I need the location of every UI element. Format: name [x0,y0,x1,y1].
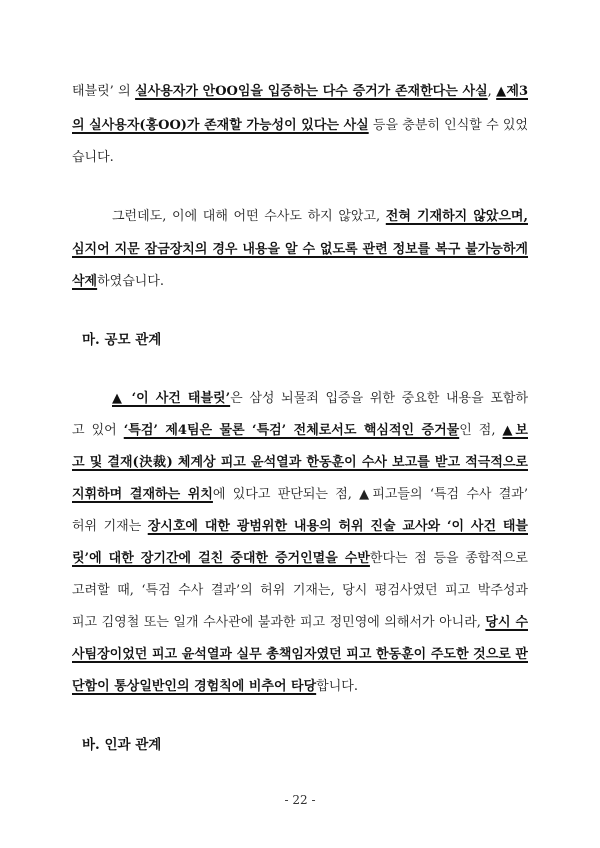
p2-line-3 [72,272,528,292]
text-span: , [487,84,497,99]
p1-line-2 [72,116,528,136]
text-span: 등을 충분히 인식할 수 있었 [368,118,528,133]
section-heading-ba: 바. 인과 관계 [82,737,162,753]
p3-line-2 [72,421,528,441]
emphasis-span: 장시호에 대한 광범위한 내용의 허위 진술 교사와 ‘이 사건 태블 [147,519,528,534]
emphasis-span: 릿’에 대한 장기간에 걸친 중대한 증거인멸을 수반 [72,551,370,566]
section-heading-ma: 마. 공모 관계 [82,332,162,348]
p3-line-1 [112,389,528,409]
text-span: 피고 김영철 또는 일개 수사관에 불과한 피고 정민영에 의해서가 아니라, [72,615,486,630]
text-span: 에 있다고 판단되는 점, ▲피고들의 ‘특검 수사 결과’ [212,487,528,502]
p3-line-7: 고려할 때, ‘특검 수사 결과’의 허위 기재는, 당시 평검사였던 피고 박주성과 [72,583,528,598]
emphasis-span: 실사용자가 안OO임을 입증하는 다수 증거가 존재한다는 사실 [135,84,488,99]
emphasis-span: ▲ ‘이 사건 태블릿’ [112,391,231,406]
p1-line-1 [72,82,528,102]
emphasis-span: 삭제 [72,274,98,289]
text-span: 그런데도, 이에 대해 어떤 수사도 하지 않았고, [112,209,386,224]
emphasis-span: 단함이 통상일반인의 경험칙에 비추어 타당 [72,679,317,694]
p2-line-1 [112,207,528,227]
emphasis-span: 지휘하며 결재하는 위치 [72,487,213,502]
text-span: 인 점, [459,423,503,438]
p3-line-8 [72,613,528,633]
text-span: 허위 기재는 [72,519,148,534]
emphasis-span: 전혀 기재하지 않았으며, [385,209,528,224]
text-span: 합니다. [316,679,358,694]
p1-line-3: 습니다. [72,150,114,165]
emphasis-span: 의 실사용자(홍OO)가 존재할 가능성이 있다는 사실 [72,118,369,133]
p3-line-4 [72,485,528,505]
emphasis-span: ▲제3 [496,84,528,99]
text-span: 은 삼성 뇌물죄 입증을 위한 중요한 내용을 포함하 [230,391,528,406]
p3-line-5 [72,517,528,537]
text-span: 고 있어 [72,423,124,438]
emphasis-span: ▲보 [502,423,528,438]
p2-line-2: 심지어 지문 잠금장치의 경우 내용을 알 수 없도록 관련 정보를 복구 불가능하게 [72,242,528,257]
text-span: 하였습니다. [97,274,165,289]
p3-line-10 [72,677,528,697]
p3-line-6 [72,549,528,569]
text-span: 태블릿’ 의 [72,84,136,99]
emphasis-span: ‘특검’ 제4팀은 물론 ‘특검’ 전체로서도 핵심적인 증거물 [123,423,460,438]
p3-line-9: 사팀장이었던 피고 윤석열과 실무 총책임자였던 피고 한동훈이 주도한 것으로 판 [72,647,528,662]
page-number: - 22 - [284,793,316,807]
emphasis-span: 당시 수 [485,615,528,630]
text-span: 한다는 점 등을 종합적으로 [369,551,528,566]
p3-line-3: 고 및 결재(決裁) 체계상 피고 윤석열과 한동훈이 수사 보고를 받고 적극적으로 [72,455,528,470]
